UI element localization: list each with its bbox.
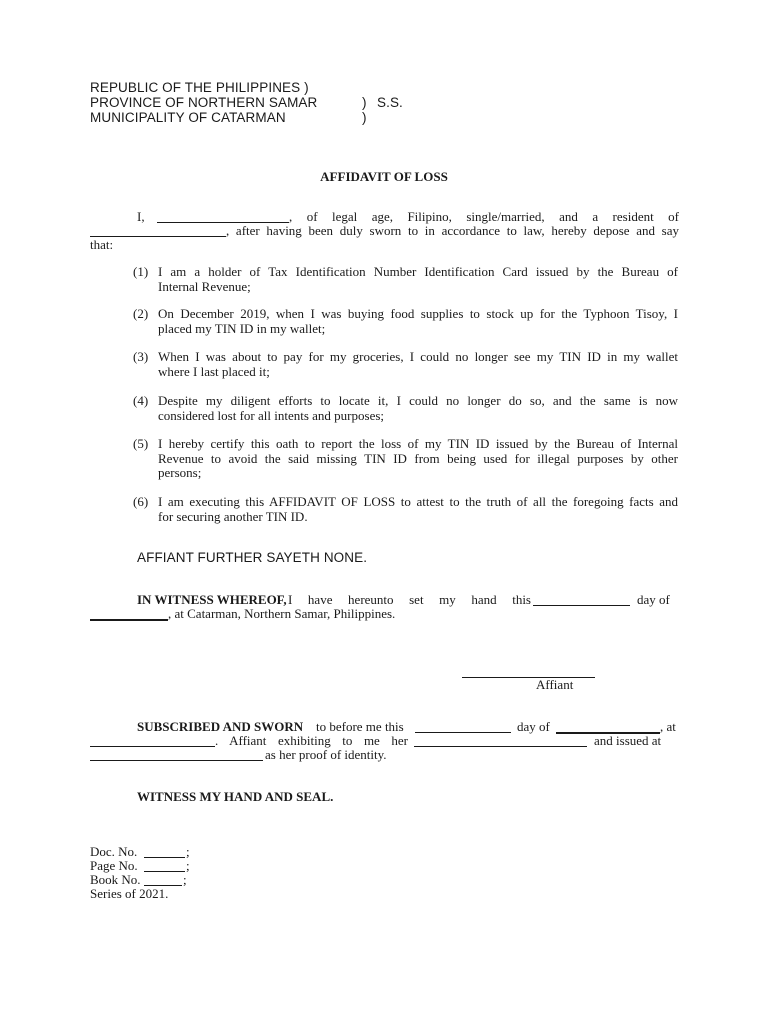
item-text: Revenue to avoid the said missing TIN ID from being used for illegal purposes by other [158,450,678,466]
jurat-at: , at [660,719,676,734]
item-number: (3) [133,349,149,364]
item-number: (5) [133,436,149,451]
witness-line-2: , at Catarman, Northern Samar, Philippines. [168,606,396,621]
caption-republic: REPUBLIC OF THE PHILIPPINES ) [90,80,309,95]
doc-no-end: ; [186,844,190,859]
day-blank[interactable] [533,594,630,606]
item-number: (6) [133,494,149,509]
item-text: placed my TIN ID in my wallet; [158,320,326,336]
item-text: for securing another TIN ID. [158,508,308,524]
jurat-line-3: as her proof of identity. [265,747,387,762]
jurat-bold: SUBSCRIBED AND SWORN [137,719,304,734]
seal-text: WITNESS MY HAND AND SEAL. [137,789,334,804]
item-text: where I last placed it; [158,363,270,379]
document-title: AFFIDAVIT OF LOSS [320,169,448,184]
caption-ss: S.S. [377,95,403,110]
page-no-end: ; [186,858,190,873]
page-no-label: Page No. [90,858,138,873]
affiant-further-text: AFFIANT FURTHER SAYETH NONE. [137,550,368,565]
doc-no-blank[interactable] [144,846,185,858]
item-text: persons; [158,465,202,480]
item-text: I hereby certify this oath to report the loss of my TIN ID issued by the Bureau of Internal [158,436,678,451]
name-blank[interactable] [157,211,289,223]
book-no-label: Book No. [90,872,141,887]
jurat-text: to before me this [316,719,404,734]
signature-line[interactable] [462,677,595,678]
caption-paren: ) [362,110,367,125]
series-label: Series of 2021. [90,886,169,901]
jurat-place-blank[interactable] [90,735,215,747]
intro-i: I, [137,209,145,224]
item-number: (1) [133,264,149,279]
affiant-label: Affiant [536,677,574,692]
id-issued-place-blank[interactable] [90,749,263,761]
jurat-day-blank[interactable] [415,721,511,733]
witness-day-of: day of [637,592,670,607]
book-no-end: ; [183,872,187,887]
month-blank[interactable] [90,608,168,621]
item-number: (2) [133,306,149,321]
item-text: Despite my diligent efforts to locate it, I could no longer do so, and the same is now [158,393,678,408]
item-text: I am executing this AFFIDAVIT OF LOSS to attest to the truth of all the foregoing facts and [158,494,678,509]
book-no-blank[interactable] [144,874,182,886]
witness-text: I have hereunto set my hand this [288,592,531,607]
item-text: On December 2019, when I was buying food supplies to stock up for the Typhoon Tisoy, I [158,306,678,321]
caption-province: PROVINCE OF NORTHERN SAMAR [90,95,318,110]
doc-no-label: Doc. No. [90,844,138,859]
item-text: When I was about to pay for my groceries, I could no longer see my TIN ID in my wallet [158,349,678,364]
caption-municipality: MUNICIPALITY OF CATARMAN [90,110,286,125]
intro-line-2: , after having been duly sworn to in accordance to law, hereby depose and say [226,223,679,238]
jurat-issued-at: and issued at [594,733,662,748]
jurat-line-2: . Affiant exhibiting to me her [215,733,408,748]
witness-bold: IN WITNESS WHEREOF, [137,592,287,607]
residence-blank[interactable] [90,225,226,237]
intro-line-1: , of legal age, Filipino, single/married, and a resident of [289,209,679,224]
caption-paren: ) [362,95,367,110]
item-text: considered lost for all intents and purposes; [158,407,385,423]
item-number: (4) [133,393,149,408]
jurat-day-of: day of [517,719,550,734]
item-text: Internal Revenue; [158,278,251,294]
intro-line-3: that: [90,237,114,252]
page-no-blank[interactable] [144,860,185,872]
item-text: I am a holder of Tax Identification Number Identification Card issued by the Bureau of [158,264,678,279]
id-type-blank[interactable] [414,735,587,747]
